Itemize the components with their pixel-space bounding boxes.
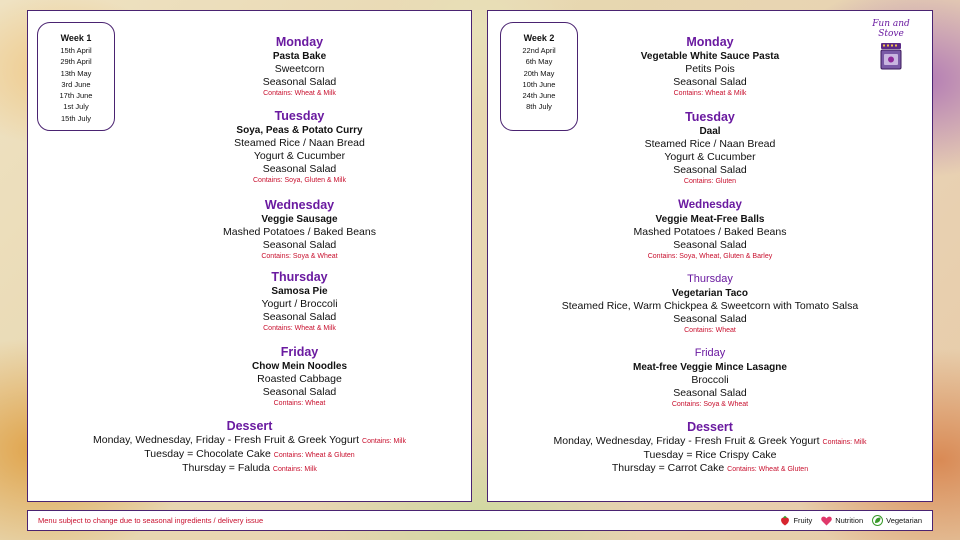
allergen-note: Contains: Milk [822,439,867,446]
dessert-text: Tuesday = Rice Crispy Cake [643,449,777,461]
main-dish: Pasta Bake [272,51,327,62]
dessert-line [28,462,471,476]
week-1-menu-panel [27,10,472,502]
date: 1st July [63,102,89,112]
week-2-menu-panel [487,10,933,502]
legend [780,515,922,526]
day-heading: Thursday [271,270,328,284]
side-dish: Seasonal Salad [673,239,747,251]
allergen-note: Contains: Wheat & Milk [263,325,336,332]
date: 29th April [60,57,92,67]
dessert-heading: Dessert [226,419,273,433]
wednesday-section [488,198,932,262]
dessert-text: Tuesday = Chocolate Cake [144,448,271,460]
allergen-note: Contains: Soya & Wheat [261,253,338,260]
legend-item-fruity [780,515,812,526]
side-dish: Steamed Rice, Warm Chickpea & Sweetcorn with Tomato Salsa [561,300,859,312]
dessert-heading: Dessert [687,420,733,434]
strawberry-icon [780,515,790,526]
date: 8th July [526,102,552,112]
legend-label: Vegetarian [886,516,922,525]
side-dish: Seasonal Salad [262,311,337,323]
main-dish: Soya, Peas & Potato Curry [236,125,363,136]
side-dish: Seasonal Salad [262,163,337,175]
allergen-note: Contains: Soya, Gluten & Milk [253,177,346,184]
dessert-section [488,420,932,476]
wednesday-section [128,198,471,262]
main-dish: Vegetable White Sauce Pasta [640,51,780,62]
main-dish: Meat-free Veggie Mince Lasagne [633,362,787,373]
side-dish: Seasonal Salad [262,386,337,398]
monday-section [128,35,471,99]
week-label: Week 1 [60,33,92,43]
thursday-section [128,270,471,334]
day-heading: Tuesday [274,109,325,123]
day-heading: Friday [694,347,726,359]
allergen-note: Contains: Soya & Wheat [671,401,749,408]
dessert-line [488,449,932,462]
dessert-line [488,462,932,476]
tuesday-section [128,109,471,186]
date: 24th June [522,91,556,101]
main-dish: Veggie Sausage [261,214,338,225]
side-dish: Seasonal Salad [673,313,747,325]
allergen-note: Contains: Wheat & Gluten [273,452,355,459]
main-dish: Samosa Pie [271,286,328,297]
side-dish: Petits Pois [685,63,735,75]
friday-section [128,345,471,409]
allergen-note: Contains: Gluten [683,178,737,185]
legend-item-vegetarian [872,515,922,526]
dessert-text: Monday, Wednesday, Friday - Fresh Fruit & Greek Yogurt [92,434,360,446]
allergen-note: Contains: Wheat & Milk [263,90,336,97]
allergen-note: Contains: Wheat [273,400,326,407]
allergen-note: Contains: Wheat [684,327,736,334]
date: 15th July [60,113,92,123]
dessert-text: Thursday = Carrot Cake [611,462,725,474]
logo-text: Fun and Stove [872,19,910,39]
allergen-note: Contains: Milk [362,438,406,445]
day-heading: Wednesday [264,198,335,212]
day-heading: Friday [280,345,319,359]
main-dish: Chow Mein Noodles [252,361,347,372]
side-dish: Yogurt / Broccoli [261,298,338,310]
legend-label: Nutrition [835,516,864,525]
friday-section [488,346,932,410]
disclaimer-note: Menu subject to change due to seasonal ingredients / delivery issue [38,516,264,525]
day-heading: Wednesday [678,199,742,211]
heart-icon [821,516,832,526]
side-dish: Seasonal Salad [673,387,747,399]
side-dish: Yogurt & Cucumber [664,151,756,163]
week-label: Week 2 [523,33,555,43]
day-heading: Monday [275,35,324,49]
allergen-note: Contains: Wheat & Milk [673,90,747,97]
dessert-text: Thursday = Faluda [182,462,270,474]
side-dish: Mashed Potatoes / Baked Beans [633,226,787,238]
main-dish: Veggie Meat-Free Balls [655,214,765,225]
allergen-note: Contains: Wheat & Gluten [727,466,809,473]
date: 3rd June [61,79,91,89]
date: 22nd April [522,46,556,55]
main-dish: Vegetarian Taco [672,288,748,299]
date: 20th May [523,68,555,78]
allergen-note: Contains: Soya, Wheat, Gluten & Barley [647,253,773,260]
side-dish: Mashed Potatoes / Baked Beans [223,226,376,238]
date: 6th May [525,57,553,67]
date: 13th May [60,68,92,78]
day-heading: Thursday [687,273,733,285]
week-1-dates-box [37,22,115,131]
side-dish: Seasonal Salad [673,76,747,88]
date: 15th April [60,46,92,55]
dessert-line [488,435,932,449]
side-dish: Sweetcorn [274,63,325,75]
side-dish: Steamed Rice / Naan Bread [234,137,365,149]
dessert-text: Monday, Wednesday, Friday - Fresh Fruit & Greek Yogurt [553,435,820,447]
side-dish: Seasonal Salad [673,164,747,176]
date: 10th June [522,79,556,89]
date: 17th June [59,91,93,101]
leaf-icon [872,515,883,526]
footer-bar [27,510,933,531]
side-dish: Steamed Rice / Naan Bread [644,138,776,150]
side-dish: Seasonal Salad [262,239,337,251]
day-heading: Monday [686,35,734,49]
allergen-note: Contains: Milk [272,466,317,473]
monday-section [488,35,932,99]
side-dish: Broccoli [691,374,729,386]
main-dish: Daal [699,126,721,137]
legend-label: Fruity [793,516,813,525]
thursday-section [488,272,932,336]
tuesday-section [488,110,932,187]
day-heading: Tuesday [685,110,735,124]
dessert-section [28,419,471,476]
dessert-line [28,434,471,448]
side-dish: Yogurt & Cucumber [253,150,346,162]
dessert-line [28,448,471,462]
legend-item-nutrition [821,515,863,526]
side-dish: Seasonal Salad [262,76,337,88]
side-dish: Roasted Cabbage [257,373,342,385]
